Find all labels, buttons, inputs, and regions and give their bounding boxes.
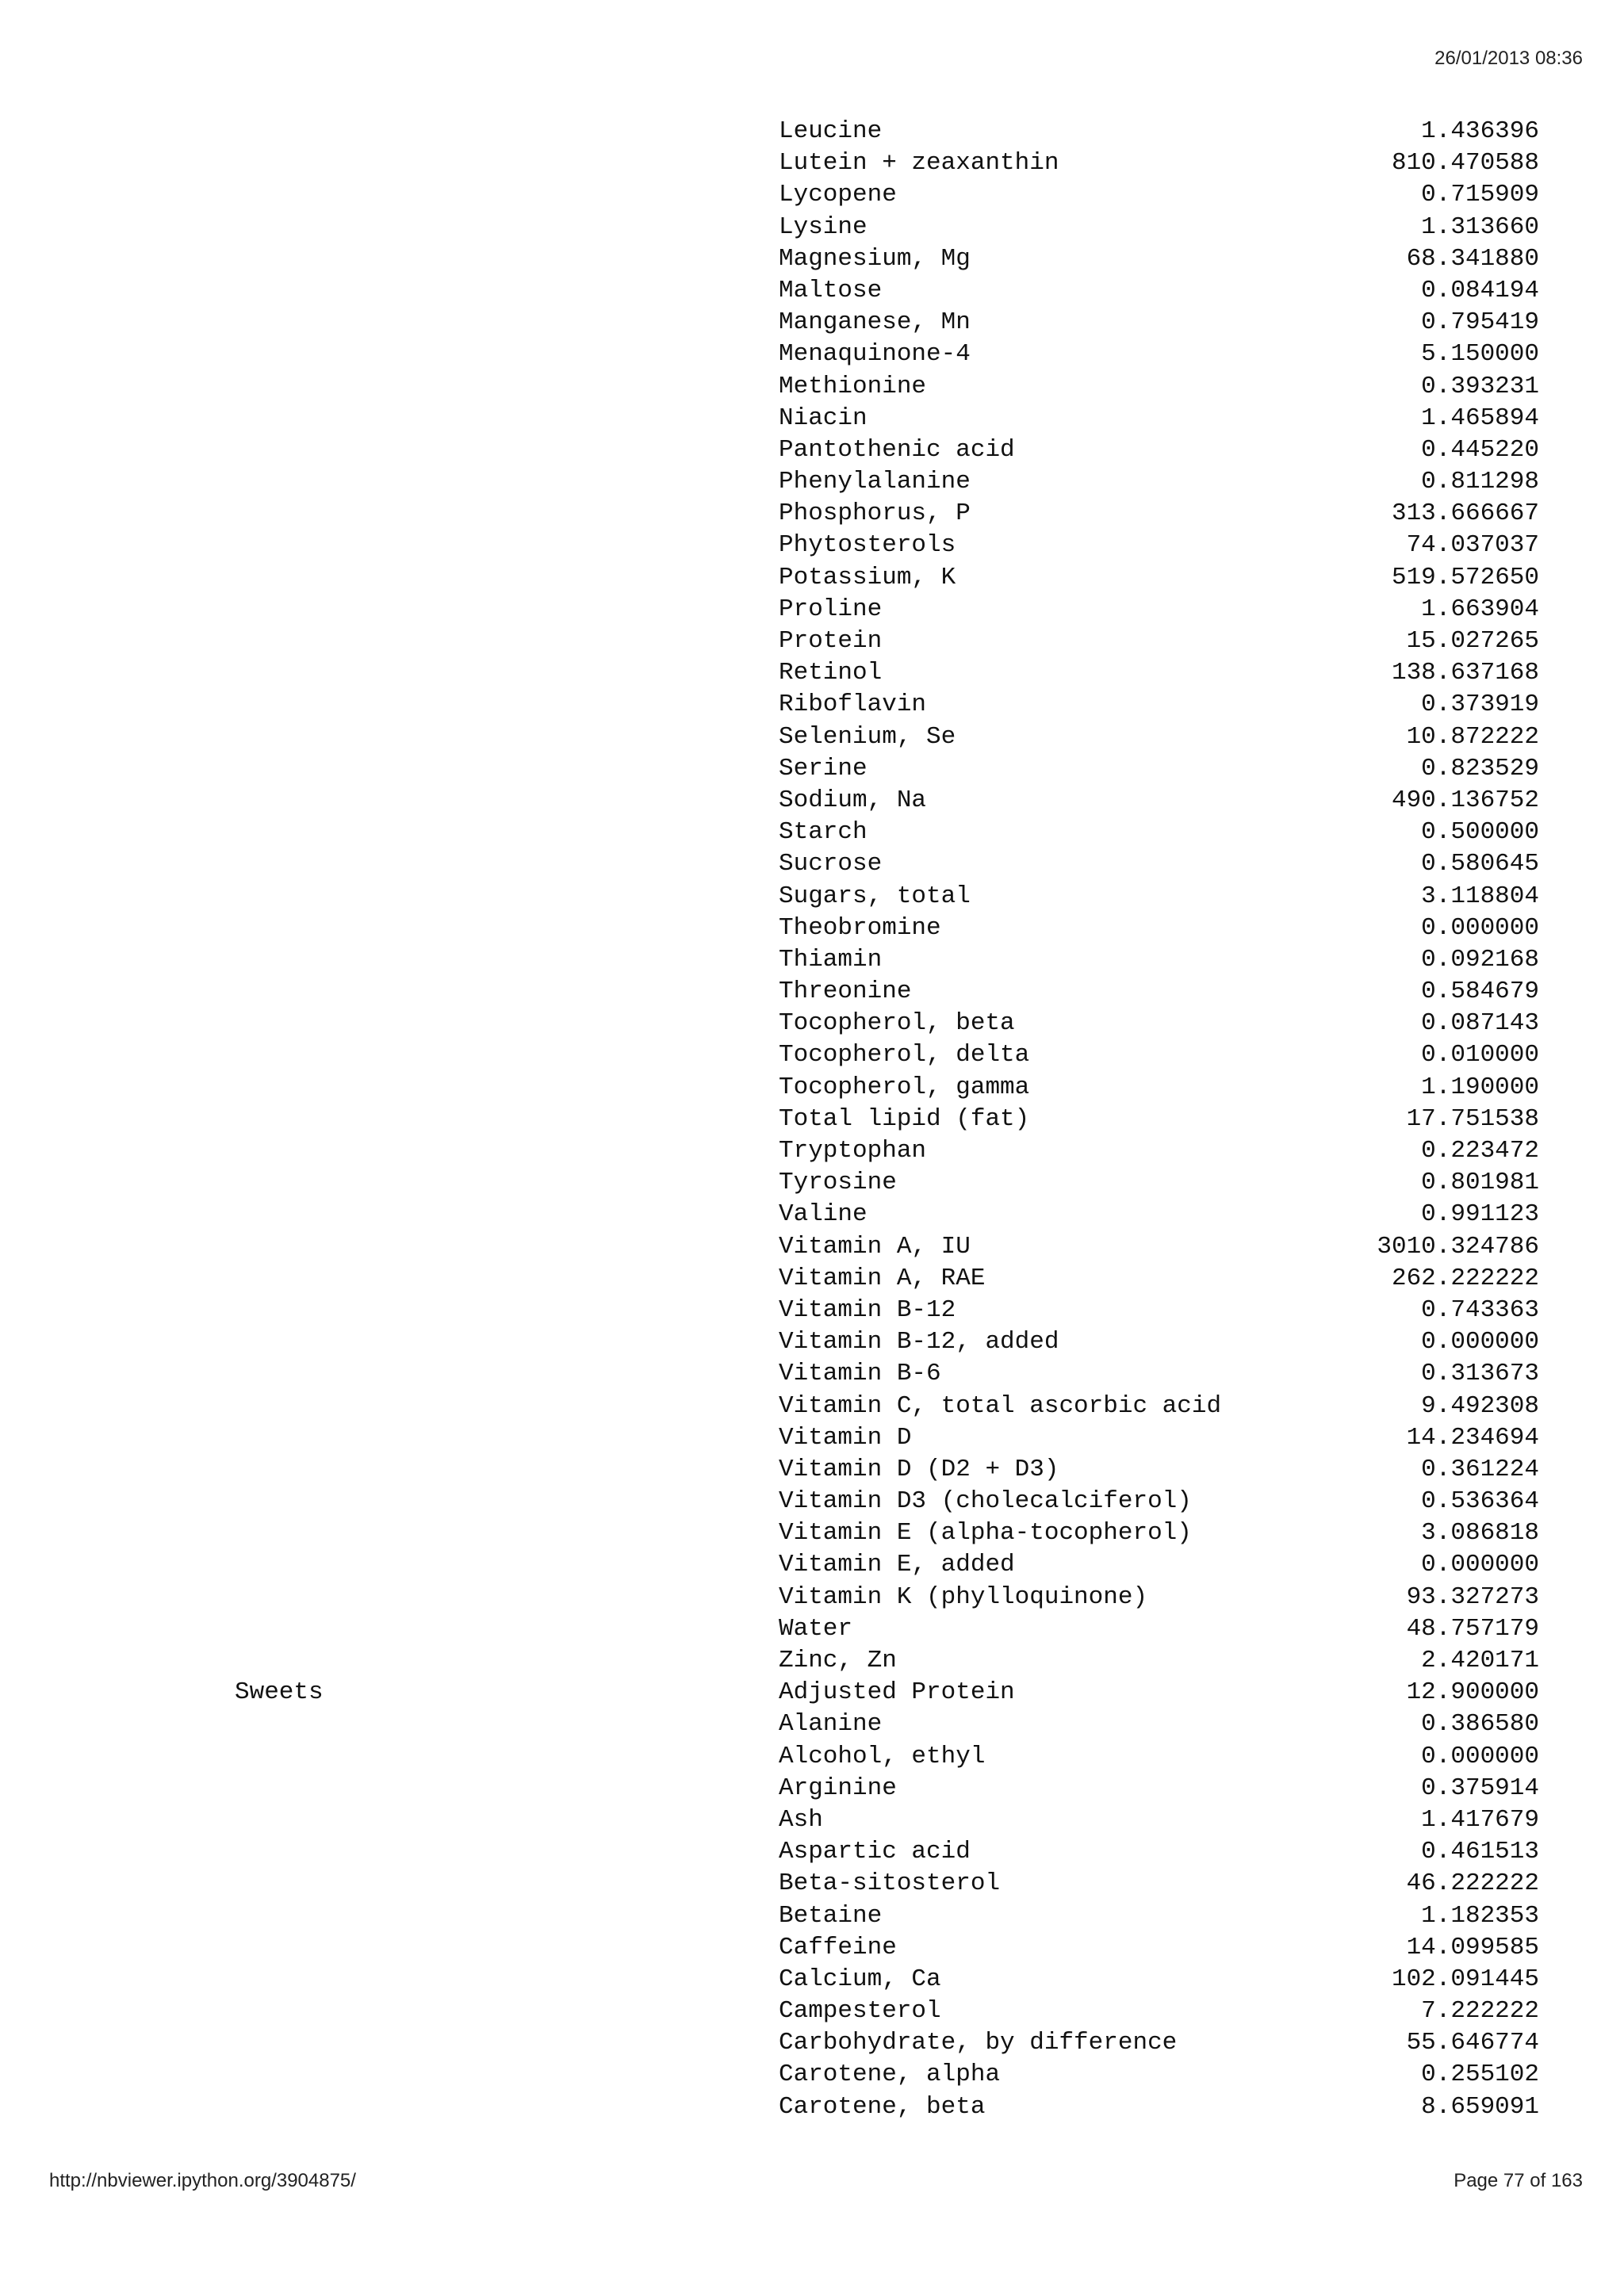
nutrient-name-cell: Vitamin A, RAE	[779, 1264, 986, 1292]
nutrient-name-cell: Vitamin D3 (cholecalciferol)	[779, 1487, 1192, 1516]
nutrient-value-cell: 0.223472	[1421, 1137, 1539, 1165]
nutrient-name-cell: Alanine	[779, 1710, 883, 1739]
table-row	[0, 179, 1624, 211]
nutrient-value-cell: 0.373919	[1421, 691, 1539, 719]
table-row	[0, 1741, 1624, 1773]
nutrient-name-cell: Menaquinone-4	[779, 340, 971, 369]
table-row	[0, 1517, 1624, 1549]
nutrient-name-cell: Starch	[779, 818, 868, 847]
nutrient-name-cell: Ash	[779, 1805, 823, 1834]
nutrient-name-cell: Vitamin D	[779, 1423, 912, 1452]
nutrient-value-cell: 0.584679	[1421, 978, 1539, 1006]
table-row	[0, 212, 1624, 243]
nutrient-name-cell: Magnesium, Mg	[779, 244, 971, 273]
table-row	[0, 2059, 1624, 2091]
nutrient-name-cell: Retinol	[779, 659, 883, 687]
nutrient-value-cell: 0.000000	[1421, 1742, 1539, 1770]
nutrient-name-cell: Campesterol	[779, 1997, 941, 2026]
nutrient-name-cell: Lutein + zeaxanthin	[779, 149, 1059, 178]
table-row	[0, 689, 1624, 721]
nutrient-value-cell: 3.118804	[1421, 882, 1539, 910]
nutrient-name-cell: Phytosterols	[779, 531, 956, 560]
nutrient-name-cell: Leucine	[779, 117, 883, 145]
table-row	[0, 307, 1624, 339]
table-row	[0, 1263, 1624, 1295]
table-row	[0, 1231, 1624, 1263]
nutrient-value-cell: 15.027265	[1406, 627, 1539, 655]
nutrient-name-cell: Calcium, Ca	[779, 1965, 941, 1993]
table-row	[0, 1900, 1624, 1932]
nutrient-value-cell: 0.393231	[1421, 372, 1539, 400]
nutrient-value-cell: 490.136752	[1391, 786, 1539, 814]
table-row	[0, 1549, 1624, 1581]
nutrient-value-cell: 0.375914	[1421, 1774, 1539, 1802]
table-row	[0, 1295, 1624, 1326]
nutrient-value-cell: 1.663904	[1421, 595, 1539, 623]
nutrient-name-cell: Carbohydrate, by difference	[779, 2029, 1178, 2057]
nutrient-name-cell: Carotene, alpha	[779, 2061, 1001, 2089]
table-row	[0, 498, 1624, 530]
nutrient-name-cell: Sodium, Na	[779, 786, 927, 814]
nutrient-value-cell: 46.222222	[1406, 1869, 1539, 1898]
nutrient-value-cell: 14.234694	[1406, 1423, 1539, 1452]
nutrient-name-cell: Adjusted Protein	[779, 1678, 1015, 1707]
table-row	[0, 976, 1624, 1008]
table-row	[0, 1199, 1624, 1230]
table-row	[0, 339, 1624, 370]
table-row	[0, 1645, 1624, 1677]
nutrient-name-cell: Tocopherol, beta	[779, 1009, 1015, 1038]
nutrient-value-cell: 0.823529	[1421, 754, 1539, 783]
table-row	[0, 1454, 1624, 1486]
nutrient-name-cell: Carotene, beta	[779, 2092, 986, 2121]
table-row	[0, 1613, 1624, 1645]
nutrient-value-cell: 8.659091	[1421, 2092, 1539, 2121]
table-row	[0, 1836, 1624, 1868]
nutrient-name-cell: Beta-sitosterol	[779, 1869, 1001, 1898]
nutrient-value-cell: 138.637168	[1391, 659, 1539, 687]
nutrient-value-cell: 0.991123	[1421, 1200, 1539, 1229]
nutrient-name-cell: Serine	[779, 754, 868, 783]
table-row	[0, 371, 1624, 403]
table-row	[0, 147, 1624, 179]
table-row	[0, 817, 1624, 848]
nutrient-value-cell: 3010.324786	[1377, 1232, 1539, 1261]
nutrient-value-cell: 0.536364	[1421, 1487, 1539, 1516]
nutrient-value-cell: 0.580645	[1421, 850, 1539, 878]
nutrient-name-cell: Vitamin B-6	[779, 1360, 941, 1388]
page-number: Page 77 of 163	[1454, 2170, 1583, 2191]
nutrient-name-cell: Riboflavin	[779, 691, 927, 719]
nutrient-name-cell: Arginine	[779, 1774, 897, 1802]
table-row	[0, 785, 1624, 817]
table-row	[0, 1039, 1624, 1071]
table-row	[0, 1932, 1624, 1964]
table-row	[0, 1391, 1624, 1422]
table-row	[0, 2027, 1624, 2059]
table-row	[0, 1868, 1624, 1900]
nutrient-name-cell: Pantothenic acid	[779, 435, 1015, 464]
nutrient-name-cell: Maltose	[779, 276, 883, 304]
table-row	[0, 1804, 1624, 1836]
nutrient-value-cell: 14.099585	[1406, 1933, 1539, 1961]
nutrient-name-cell: Water	[779, 1614, 853, 1643]
nutrient-value-cell: 74.037037	[1406, 531, 1539, 560]
table-row	[0, 530, 1624, 561]
nutrient-name-cell: Tocopherol, gamma	[779, 1073, 1030, 1101]
nutrient-name-cell: Alcohol, ethyl	[779, 1742, 986, 1770]
nutrient-value-cell: 313.666667	[1391, 499, 1539, 528]
nutrient-name-cell: Vitamin D (D2 + D3)	[779, 1455, 1059, 1483]
nutrient-name-cell: Lycopene	[779, 181, 897, 209]
nutrient-name-cell: Vitamin K (phylloquinone)	[779, 1582, 1148, 1611]
nutrient-name-cell: Tryptophan	[779, 1137, 927, 1165]
nutrient-value-cell: 48.757179	[1406, 1614, 1539, 1643]
nutrient-value-cell: 9.492308	[1421, 1391, 1539, 1420]
nutrient-value-cell: 1.417679	[1421, 1805, 1539, 1834]
table-row	[0, 1677, 1624, 1709]
nutrient-value-cell: 3.086818	[1421, 1519, 1539, 1548]
table-row	[0, 2091, 1624, 2123]
nutrient-value-cell: 0.000000	[1421, 1551, 1539, 1579]
nutrient-name-cell: Total lipid (fat)	[779, 1104, 1030, 1133]
table-row	[0, 1008, 1624, 1039]
nutrient-name-cell: Aspartic acid	[779, 1838, 971, 1866]
table-row	[0, 116, 1624, 147]
nutrient-value-cell: 1.436396	[1421, 117, 1539, 145]
nutrient-name-cell: Vitamin C, total ascorbic acid	[779, 1391, 1222, 1420]
nutrient-name-cell: Thiamin	[779, 945, 883, 974]
nutrient-name-cell: Vitamin E, added	[779, 1551, 1015, 1579]
nutrient-name-cell: Proline	[779, 595, 883, 623]
nutrient-value-cell: 0.715909	[1421, 181, 1539, 209]
nutrient-name-cell: Lysine	[779, 212, 868, 241]
nutrient-name-cell: Potassium, K	[779, 563, 956, 591]
nutrient-value-cell: 93.327273	[1406, 1582, 1539, 1611]
nutrient-value-cell: 0.092168	[1421, 945, 1539, 974]
nutrient-value-cell: 68.341880	[1406, 244, 1539, 273]
nutrient-value-cell: 1.313660	[1421, 212, 1539, 241]
nutrient-name-cell: Protein	[779, 627, 883, 655]
nutrient-value-cell: 5.150000	[1421, 340, 1539, 369]
table-row	[0, 466, 1624, 498]
nutrient-value-cell: 17.751538	[1406, 1104, 1539, 1133]
nutrient-name-cell: Phosphorus, P	[779, 499, 971, 528]
table-row	[0, 1773, 1624, 1804]
nutrient-table	[0, 116, 1624, 2123]
table-row	[0, 1709, 1624, 1740]
table-row	[0, 434, 1624, 466]
nutrient-value-cell: 0.084194	[1421, 276, 1539, 304]
nutrient-value-cell: 0.000000	[1421, 913, 1539, 942]
nutrient-value-cell: 1.190000	[1421, 1073, 1539, 1101]
nutrient-name-cell: Vitamin B-12, added	[779, 1328, 1059, 1357]
nutrient-value-cell: 0.801981	[1421, 1169, 1539, 1197]
nutrient-value-cell: 0.811298	[1421, 468, 1539, 496]
table-row	[0, 944, 1624, 976]
nutrient-value-cell: 0.255102	[1421, 2061, 1539, 2089]
nutrient-name-cell: Methionine	[779, 372, 927, 400]
table-row	[0, 721, 1624, 753]
table-row	[0, 1422, 1624, 1454]
nutrient-name-cell: Manganese, Mn	[779, 308, 971, 337]
table-row	[0, 1486, 1624, 1517]
table-row	[0, 403, 1624, 434]
print-timestamp: 26/01/2013 08:36	[1434, 48, 1583, 69]
nutrient-name-cell: Sucrose	[779, 850, 883, 878]
nutrient-value-cell: 0.743363	[1421, 1295, 1539, 1324]
nutrient-value-cell: 262.222222	[1391, 1264, 1539, 1292]
nutrient-value-cell: 0.500000	[1421, 818, 1539, 847]
nutrient-value-cell: 0.087143	[1421, 1009, 1539, 1038]
nutrient-name-cell: Betaine	[779, 1901, 883, 1930]
nutrient-value-cell: 2.420171	[1421, 1647, 1539, 1674]
nutrient-value-cell: 0.010000	[1421, 1041, 1539, 1070]
nutrient-name-cell: Theobromine	[779, 913, 941, 942]
table-row	[0, 243, 1624, 275]
nutrient-value-cell: 0.386580	[1421, 1710, 1539, 1739]
food-group-cell: Sweets	[235, 1678, 324, 1707]
nutrient-name-cell: Selenium, Se	[779, 722, 956, 751]
nutrient-value-cell: 810.470588	[1391, 149, 1539, 178]
table-row	[0, 753, 1624, 785]
table-row	[0, 1582, 1624, 1613]
table-row	[0, 562, 1624, 594]
nutrient-value-cell: 7.222222	[1421, 1997, 1539, 2026]
table-row	[0, 848, 1624, 880]
nutrient-name-cell: Tocopherol, delta	[779, 1041, 1030, 1070]
table-row	[0, 1104, 1624, 1135]
table-row	[0, 913, 1624, 944]
nutrient-name-cell: Valine	[779, 1200, 868, 1229]
table-row	[0, 1996, 1624, 2027]
nutrient-value-cell: 0.795419	[1421, 308, 1539, 337]
nutrient-value-cell: 0.445220	[1421, 435, 1539, 464]
nutrient-name-cell: Caffeine	[779, 1933, 897, 1961]
nutrient-value-cell: 0.361224	[1421, 1455, 1539, 1483]
nutrient-name-cell: Phenylalanine	[779, 468, 971, 496]
nutrient-name-cell: Vitamin E (alpha-tocopherol)	[779, 1519, 1192, 1548]
nutrient-value-cell: 10.872222	[1406, 722, 1539, 751]
nutrient-name-cell: Vitamin B-12	[779, 1295, 956, 1324]
nutrient-name-cell: Sugars, total	[779, 882, 971, 910]
nutrient-value-cell: 0.461513	[1421, 1838, 1539, 1866]
table-row	[0, 1135, 1624, 1167]
nutrient-name-cell: Zinc, Zn	[779, 1647, 897, 1674]
nutrient-name-cell: Threonine	[779, 978, 912, 1006]
nutrient-value-cell: 102.091445	[1391, 1965, 1539, 1993]
nutrient-value-cell: 519.572650	[1391, 563, 1539, 591]
table-row	[0, 1964, 1624, 1996]
nutrient-value-cell: 55.646774	[1406, 2029, 1539, 2057]
table-row	[0, 1358, 1624, 1390]
nutrient-value-cell: 12.900000	[1406, 1678, 1539, 1707]
table-row	[0, 1326, 1624, 1358]
table-row	[0, 275, 1624, 307]
nutrient-name-cell: Vitamin A, IU	[779, 1232, 971, 1261]
nutrient-value-cell: 1.465894	[1421, 404, 1539, 432]
table-row	[0, 1167, 1624, 1199]
table-row	[0, 626, 1624, 657]
nutrient-value-cell: 0.000000	[1421, 1328, 1539, 1357]
nutrient-name-cell: Tyrosine	[779, 1169, 897, 1197]
table-row	[0, 594, 1624, 626]
table-row	[0, 881, 1624, 913]
nutrient-value-cell: 1.182353	[1421, 1901, 1539, 1930]
nutrient-name-cell: Niacin	[779, 404, 868, 432]
table-row	[0, 657, 1624, 689]
nutrient-value-cell: 0.313673	[1421, 1360, 1539, 1388]
footer-url: http://nbviewer.ipython.org/3904875/	[49, 2170, 356, 2191]
table-row	[0, 1072, 1624, 1104]
